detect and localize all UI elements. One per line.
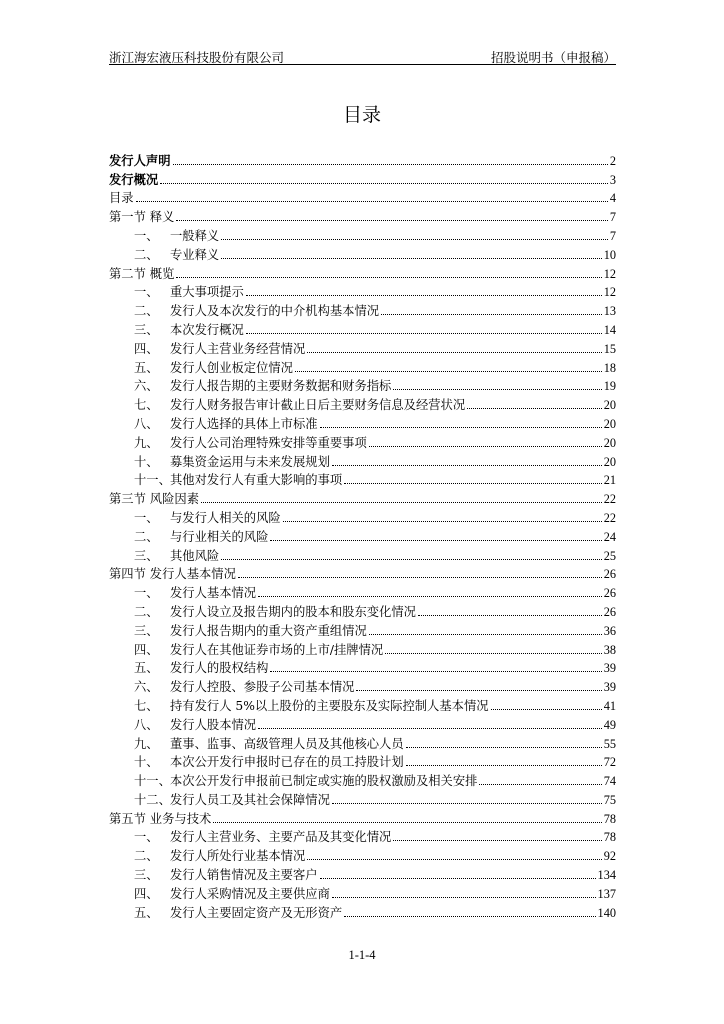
toc-dot-leader	[381, 314, 602, 315]
toc-entry[interactable]	[109, 676, 616, 695]
toc-entry[interactable]	[109, 601, 616, 620]
toc-entry-page: 72	[603, 755, 616, 770]
toc-entry-page: 75	[603, 792, 616, 807]
toc-dot-leader	[344, 483, 602, 484]
toc-entry-page: 22	[603, 492, 616, 507]
toc-entry[interactable]	[109, 752, 616, 771]
toc-entry[interactable]	[109, 206, 616, 225]
toc-entry[interactable]	[109, 432, 616, 451]
header-document-type: 招股说明书（申报稿）	[490, 50, 616, 65]
toc-dot-leader	[307, 352, 601, 353]
toc-entry[interactable]	[109, 507, 616, 526]
toc-dot-leader	[332, 803, 602, 804]
toc-dot-leader	[393, 389, 601, 390]
toc-dot-leader	[283, 521, 602, 522]
toc-entry-title: 发行人声明	[109, 153, 171, 168]
toc-entry[interactable]	[109, 808, 616, 827]
toc-entry[interactable]	[109, 582, 616, 601]
toc-entry[interactable]	[109, 413, 616, 432]
toc-entry[interactable]	[109, 733, 616, 752]
toc-entry-page: 38	[603, 642, 616, 657]
toc-dot-leader	[173, 164, 608, 165]
toc-entry-page: 20	[603, 454, 616, 469]
toc-entry-title: 本次公开发行申报前已制定或实施的股权激励及相关安排	[170, 774, 478, 789]
toc-entry[interactable]	[109, 282, 616, 301]
toc-dot-leader	[221, 559, 602, 560]
toc-entry-page: 39	[603, 680, 616, 695]
toc-entry-title: 第一节 释义	[109, 210, 175, 225]
toc-entry-number: 一、	[134, 510, 159, 525]
toc-dot-leader	[320, 427, 602, 428]
toc-dot-leader	[356, 690, 601, 691]
toc-entry-number: 八、	[134, 416, 159, 431]
toc-entry-page: 26	[603, 586, 616, 601]
toc-entry-title: 发行人主要固定资产及无形资产	[170, 905, 343, 920]
toc-entry-number: 八、	[134, 717, 159, 732]
toc-entry-number: 十一、	[134, 774, 171, 789]
toc-entry-title: 发行人采购情况及主要供应商	[170, 886, 330, 901]
toc-entry[interactable]	[109, 902, 616, 921]
toc-entry[interactable]	[109, 639, 616, 658]
toc-entry[interactable]	[109, 714, 616, 733]
toc-entry[interactable]	[109, 188, 616, 207]
toc-entry-title: 第二节 概览	[109, 266, 175, 281]
toc-entry-page: 22	[603, 510, 616, 525]
toc-dot-leader	[332, 465, 602, 466]
toc-entry-page: 78	[603, 830, 616, 845]
toc-entry[interactable]	[109, 169, 616, 188]
toc-entry-page: 55	[603, 736, 616, 751]
toc-dot-leader	[201, 502, 602, 503]
toc-dot-leader	[369, 446, 602, 447]
toc-entry-title: 与行业相关的风险	[170, 529, 269, 544]
toc-dot-leader	[307, 859, 601, 860]
toc-dot-leader	[246, 333, 602, 334]
toc-entry-number: 五、	[134, 360, 159, 375]
toc-entry-page: 12	[603, 285, 616, 300]
toc-dot-leader	[385, 653, 602, 654]
toc-entry-number: 九、	[134, 435, 159, 450]
toc-entry-number: 九、	[134, 736, 159, 751]
toc-entry[interactable]	[109, 357, 616, 376]
toc-entry-title: 其他风险	[170, 548, 220, 563]
toc-entry-page: 10	[603, 247, 616, 262]
toc-entry-page: 21	[603, 473, 616, 488]
toc-dot-leader	[418, 615, 602, 616]
toc-entry-title: 董事、监事、高级管理人员及其他核心人员	[170, 736, 404, 751]
toc-entry-title: 持有发行人 5%以上股份的主要股东及实际控制人基本情况	[170, 698, 489, 713]
toc-entry[interactable]	[109, 263, 616, 282]
toc-entry-page: 20	[603, 398, 616, 413]
toc-entry-number: 二、	[134, 247, 159, 262]
toc-entry-number: 四、	[134, 642, 159, 657]
toc-entry-title: 发行人主营业务经营情况	[170, 341, 306, 356]
toc-entry-title: 发行人所处行业基本情况	[170, 849, 306, 864]
toc-entry-number: 六、	[134, 680, 159, 695]
toc-entry-title: 募集资金运用与未来发展规划	[170, 454, 330, 469]
toc-dot-leader	[270, 671, 601, 672]
toc-entry-title: 本次公开发行申报时已存在的员工持股计划	[170, 755, 404, 770]
toc-entry-page: 3	[609, 172, 616, 187]
toc-entry-title: 发行人创业板定位情况	[170, 360, 293, 375]
toc-dot-leader	[467, 408, 602, 409]
toc-dot-leader	[176, 277, 601, 278]
toc-entry-page: 12	[603, 266, 616, 281]
page-number: 1-1-4	[348, 948, 376, 962]
toc-entry-number: 二、	[134, 849, 159, 864]
toc-entry[interactable]	[109, 376, 616, 395]
toc-entry-title: 发行人报告期的主要财务数据和财务指标	[170, 379, 392, 394]
toc-entry[interactable]	[109, 338, 616, 357]
toc-entry-title: 发行人基本情况	[170, 586, 257, 601]
table-of-contents	[109, 150, 616, 921]
toc-dot-leader	[393, 840, 601, 841]
toc-dot-leader	[160, 183, 608, 184]
toc-dot-leader	[270, 540, 601, 541]
toc-entry[interactable]	[109, 864, 616, 883]
toc-entry-title: 目录	[109, 191, 134, 206]
toc-dot-leader	[479, 784, 601, 785]
toc-entry[interactable]	[109, 658, 616, 677]
toc-entry-number: 一、	[134, 586, 159, 601]
toc-dot-leader	[221, 258, 602, 259]
toc-entry-number: 十一、	[134, 473, 171, 488]
toc-entry-title: 重大事项提示	[170, 285, 244, 300]
toc-entry-number: 六、	[134, 379, 159, 394]
toc-entry-title: 第四节 发行人基本情况	[109, 567, 236, 582]
toc-entry-title: 发行人销售情况及主要客户	[170, 868, 318, 883]
toc-entry[interactable]	[109, 244, 616, 263]
toc-entry-title: 发行人财务报告审计截止日后主要财务信息及经营状况	[170, 398, 466, 413]
toc-entry-title: 发行人主营业务、主要产品及其变化情况	[170, 830, 392, 845]
toc-dot-leader	[344, 916, 595, 917]
toc-entry[interactable]	[109, 319, 616, 338]
toc-entry-page: 25	[603, 548, 616, 563]
toc-entry-title: 发行人在其他证券市场的上市/挂牌情况	[170, 642, 384, 657]
toc-dot-leader	[136, 201, 608, 202]
toc-entry-number: 三、	[134, 322, 159, 337]
toc-dot-leader	[295, 371, 602, 372]
toc-entry-page: 13	[603, 304, 616, 319]
toc-entry-page: 2	[609, 153, 616, 168]
header-company-name: 浙江海宏液压科技股份有限公司	[109, 50, 285, 65]
toc-entry-number: 十、	[134, 755, 159, 770]
toc-entry-page: 41	[603, 698, 616, 713]
toc-entry-page: 137	[597, 886, 616, 901]
toc-dot-leader	[369, 634, 602, 635]
toc-entry-page: 14	[603, 322, 616, 337]
toc-entry[interactable]	[109, 545, 616, 564]
toc-entry-page: 24	[603, 529, 616, 544]
toc-entry-number: 二、	[134, 529, 159, 544]
toc-entry-page: 15	[603, 341, 616, 356]
toc-entry[interactable]	[109, 470, 616, 489]
toc-entry[interactable]	[109, 770, 616, 789]
toc-entry-title: 本次发行概况	[170, 322, 244, 337]
toc-entry-number: 三、	[134, 868, 159, 883]
toc-entry-page: 7	[609, 210, 616, 225]
toc-entry-page: 78	[603, 811, 616, 826]
toc-entry-title: 发行人选择的具体上市标准	[170, 416, 318, 431]
toc-dot-leader	[406, 747, 602, 748]
page-title: 目录	[342, 104, 381, 126]
toc-entry-title: 发行人的股权结构	[170, 661, 269, 676]
toc-entry[interactable]	[109, 526, 616, 545]
toc-entry-page: 4	[609, 191, 616, 206]
toc-entry-title: 发行人股本情况	[170, 717, 257, 732]
toc-dot-leader	[246, 295, 602, 296]
toc-entry-number: 五、	[134, 905, 159, 920]
toc-entry-title: 专业释义	[170, 247, 220, 262]
toc-entry[interactable]	[109, 225, 616, 244]
toc-entry-number: 二、	[134, 304, 159, 319]
toc-entry-number: 四、	[134, 886, 159, 901]
toc-entry-page: 20	[603, 416, 616, 431]
toc-entry-title: 发行人控股、参股子公司基本情况	[170, 680, 355, 695]
toc-entry-title: 发行概况	[109, 172, 159, 187]
toc-entry-page: 26	[603, 567, 616, 582]
toc-entry-title: 第三节 风险因素	[109, 492, 199, 507]
toc-dot-leader	[320, 878, 596, 879]
toc-entry[interactable]	[109, 789, 616, 808]
toc-entry[interactable]	[109, 695, 616, 714]
toc-entry-title: 一般释义	[170, 228, 220, 243]
toc-entry-title: 发行人公司治理特殊安排等重要事项	[170, 435, 367, 450]
toc-entry-page: 140	[597, 905, 616, 920]
toc-dot-leader	[221, 239, 608, 240]
toc-entry[interactable]	[109, 883, 616, 902]
toc-entry-number: 四、	[134, 341, 159, 356]
toc-entry-number: 十二、	[134, 792, 171, 807]
toc-entry-number: 七、	[134, 698, 159, 713]
toc-entry-number: 三、	[134, 623, 159, 638]
toc-entry-title: 发行人报告期内的重大资产重组情况	[170, 623, 367, 638]
toc-dot-leader	[491, 709, 602, 710]
toc-dot-leader	[238, 577, 602, 578]
toc-entry[interactable]	[109, 451, 616, 470]
toc-entry-title: 发行人及本次发行的中介机构基本情况	[170, 304, 380, 319]
page-header	[109, 40, 616, 65]
toc-entry-page: 39	[603, 661, 616, 676]
toc-entry-number: 五、	[134, 661, 159, 676]
toc-dot-leader	[406, 765, 602, 766]
toc-entry-page: 92	[603, 849, 616, 864]
toc-entry[interactable]	[109, 620, 616, 639]
toc-entry-page: 19	[603, 379, 616, 394]
toc-entry-title: 发行人员工及其社会保障情况	[170, 792, 330, 807]
toc-entry-title: 其他对发行人有重大影响的事项	[170, 473, 343, 488]
toc-dot-leader	[258, 728, 602, 729]
toc-dot-leader	[258, 596, 602, 597]
toc-entry[interactable]	[109, 300, 616, 319]
toc-entry-number: 十、	[134, 454, 159, 469]
toc-entry[interactable]	[109, 564, 616, 583]
toc-entry-number: 二、	[134, 604, 159, 619]
toc-entry-number: 一、	[134, 228, 159, 243]
toc-dot-leader	[332, 897, 596, 898]
toc-entry-page: 134	[597, 868, 616, 883]
toc-entry[interactable]	[109, 845, 616, 864]
toc-entry-number: 一、	[134, 830, 159, 845]
toc-entry-number: 三、	[134, 548, 159, 563]
toc-entry[interactable]	[109, 488, 616, 507]
toc-dot-leader	[213, 822, 601, 823]
toc-entry-number: 一、	[134, 285, 159, 300]
toc-entry-number: 七、	[134, 398, 159, 413]
toc-entry[interactable]	[109, 827, 616, 846]
toc-entry[interactable]	[109, 150, 616, 169]
toc-entry-page: 7	[609, 228, 616, 243]
toc-entry-page: 74	[603, 774, 616, 789]
toc-entry-page: 26	[603, 604, 616, 619]
toc-entry-page: 20	[603, 435, 616, 450]
toc-entry-page: 49	[603, 717, 616, 732]
toc-entry-page: 36	[603, 623, 616, 638]
toc-entry[interactable]	[109, 394, 616, 413]
toc-entry-page: 18	[603, 360, 616, 375]
toc-entry-title: 与发行人相关的风险	[170, 510, 281, 525]
toc-dot-leader	[176, 220, 607, 221]
toc-entry-title: 发行人设立及报告期内的股本和股东变化情况	[170, 604, 416, 619]
toc-entry-title: 第五节 业务与技术	[109, 811, 212, 826]
